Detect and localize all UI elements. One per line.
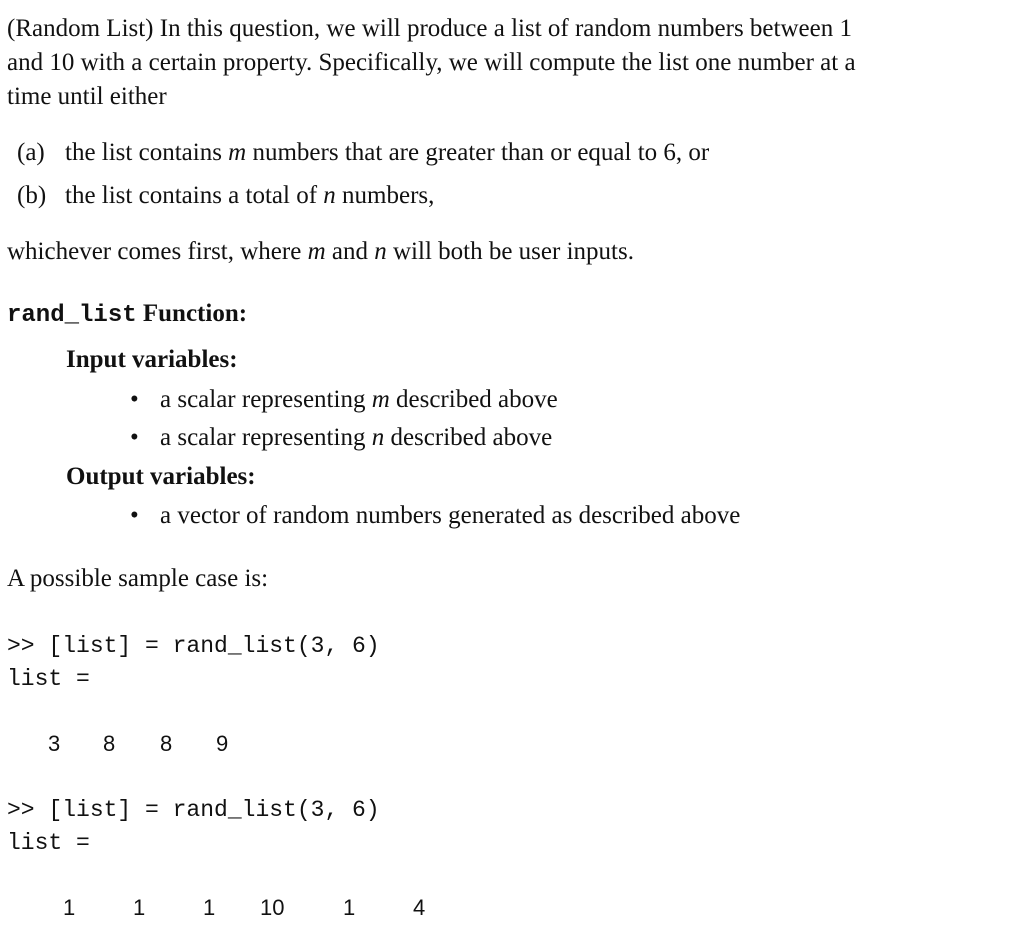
- bullet-icon: •: [130, 502, 139, 529]
- condition-b: [17, 179, 434, 213]
- condition-a-pre: the list contains: [65, 139, 229, 166]
- sample-1-value: 3: [48, 731, 61, 756]
- whichever-mid: and: [325, 238, 375, 265]
- sample-2-value: 10: [260, 895, 285, 920]
- condition-a-post: numbers that are greater than or equal to 6, or: [246, 139, 710, 166]
- sample-2-value: 4: [413, 895, 426, 920]
- condition-a: [17, 136, 709, 170]
- input-item-2: [130, 421, 552, 455]
- bullet-icon: •: [130, 386, 139, 413]
- sample-1-result-label: list =: [7, 666, 90, 692]
- bullet-icon: •: [130, 424, 139, 451]
- input-item-2-pre: a scalar representing: [160, 424, 372, 451]
- input-item-1-var: m: [371, 386, 390, 413]
- input-item-1-post: described above: [389, 386, 558, 413]
- sample-2-value: 1: [63, 895, 76, 920]
- sample-1-command: >> [list] = rand_list(3, 6): [7, 633, 380, 659]
- sample-1-value: 8: [103, 731, 116, 756]
- condition-b-post: numbers,: [335, 182, 435, 209]
- intro-line-3: time until either: [7, 83, 167, 110]
- input-item-1-pre: a scalar representing: [160, 386, 372, 413]
- condition-a-label: (a): [17, 139, 45, 166]
- output-variables-heading: Output variables:: [66, 463, 256, 490]
- input-variables-heading: Input variables:: [66, 346, 238, 373]
- sample-2-value: 1: [203, 895, 216, 920]
- sample-2-value: 1: [133, 895, 146, 920]
- sample-1-value: 9: [216, 731, 229, 756]
- sample-2-command: >> [list] = rand_list(3, 6): [7, 797, 380, 823]
- sample-2-result-label: list =: [7, 830, 90, 856]
- input-item-2-post: described above: [384, 424, 553, 451]
- function-title-suffix: Function:: [136, 300, 248, 327]
- output-item-1-text: a vector of random numbers generated as described above: [160, 502, 741, 529]
- function-heading: [7, 297, 247, 333]
- input-item-1: [130, 383, 558, 417]
- condition-a-var: m: [228, 139, 247, 166]
- function-name: rand_list: [7, 302, 137, 329]
- sample-2-values: [0, 893, 500, 923]
- intro-line-1: (Random List) In this question, we will produce a list of random numbers between 1: [7, 15, 852, 42]
- whichever-var-m: m: [307, 238, 326, 265]
- whichever-var-n: n: [374, 238, 387, 265]
- whichever-post: will both be user inputs.: [386, 238, 634, 265]
- condition-b-pre: the list contains a total of: [65, 182, 324, 209]
- intro-line-2: and 10 with a certain property. Specifically, we will compute the list one number at a: [7, 49, 856, 76]
- sample-1-values: [0, 729, 500, 759]
- condition-b-var: n: [323, 182, 336, 209]
- sample-intro: A possible sample case is:: [7, 565, 269, 592]
- whichever-line: [7, 235, 634, 269]
- condition-b-label: (b): [17, 182, 47, 209]
- whichever-pre: whichever comes first, where: [7, 238, 308, 265]
- sample-1-value: 8: [160, 731, 173, 756]
- sample-2-value: 1: [343, 895, 356, 920]
- input-item-2-var: n: [371, 424, 385, 451]
- output-item-1: [130, 499, 740, 533]
